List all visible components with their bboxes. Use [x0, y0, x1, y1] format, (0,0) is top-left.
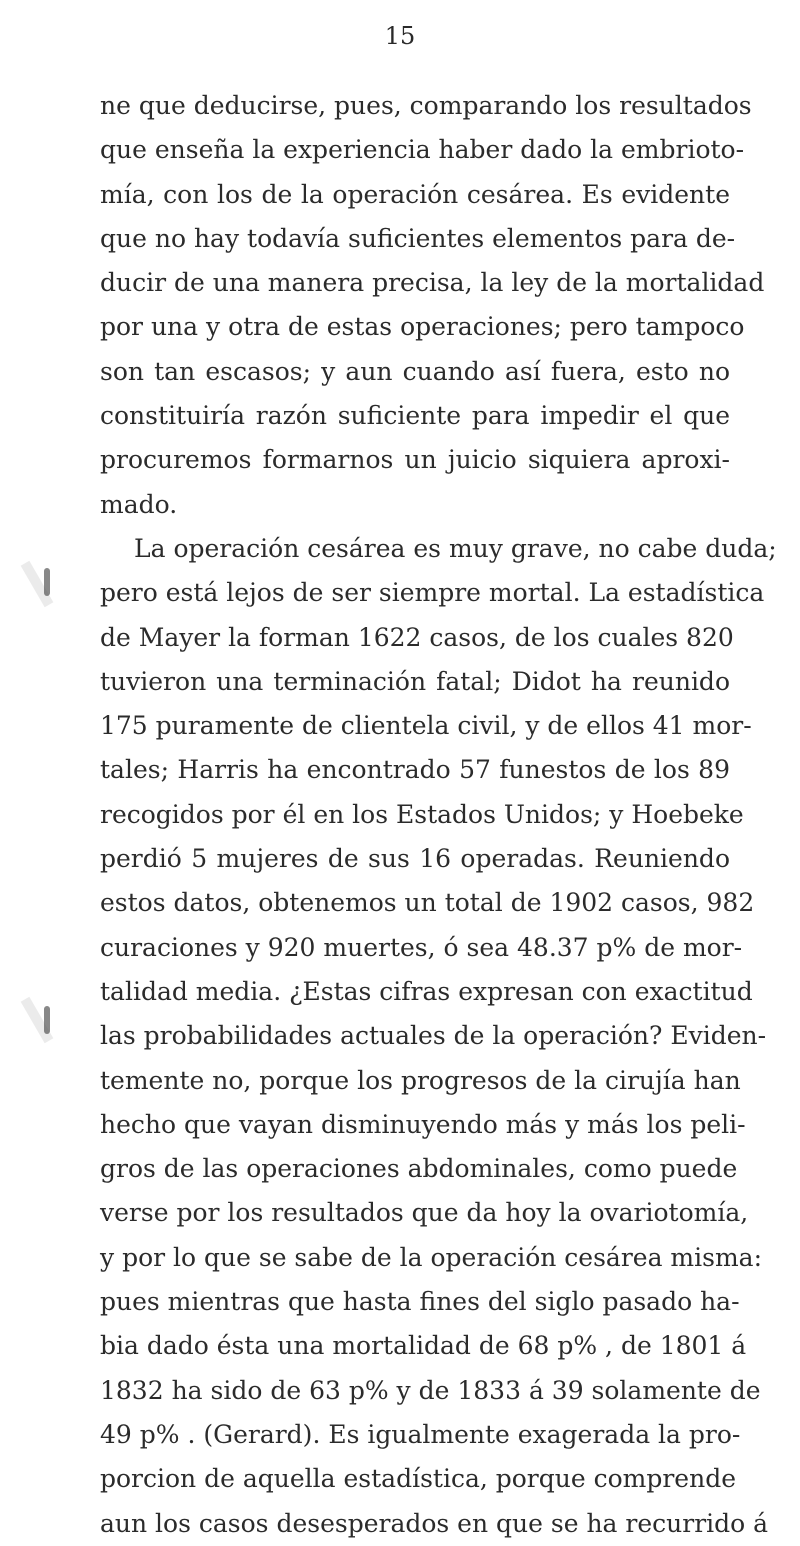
text-line: son tan escasos; y aun cuando así fuera, esto no — [100, 356, 730, 386]
text-line: que enseña la experiencia haber dado la embrioto- — [100, 135, 745, 165]
margin-mark — [44, 1006, 50, 1034]
text-line: procuremos formarnos un juicio siquiera aproxi- — [100, 445, 730, 475]
text-line: perdió 5 mujeres de sus 16 operadas. Reuniendo — [100, 844, 730, 874]
text-line: aun los casos desesperados en que se ha recurrido á — [100, 1508, 769, 1538]
text-line: mía, con los de la operación cesárea. Es evidente — [100, 179, 730, 209]
text-line: hecho que vayan disminuyendo más y más los peli- — [100, 1109, 746, 1139]
text-line: ne que deducirse, pues, comparando los resultados — [100, 91, 752, 120]
text-line: que no hay todavía suficientes elementos para de- — [100, 223, 736, 253]
text-line: curaciones y 920 muertes, ó sea 48.37 p% de mor- — [100, 932, 743, 962]
text-line: 49 p% . (Gerard). Es igualmente exagerada la pro- — [100, 1419, 741, 1449]
text-line: las probabilidades actuales de la operación? Eviden- — [100, 1021, 767, 1051]
text-line: talidad media. ¿Estas cifras expresan con exactitud — [100, 976, 753, 1006]
text-line: mado. — [100, 489, 178, 519]
text-line: temente no, porque los progresos de la cirujía han — [100, 1065, 741, 1095]
text-line: gros de las operaciones abdominales, como puede — [100, 1154, 738, 1184]
text-line: La operación cesárea es muy grave, no cabe duda; — [134, 533, 777, 563]
text-line: porcion de aquella estadística, porque comprende — [100, 1464, 736, 1494]
text-line: 175 puramente de clientela civil, y de ellos 41 mor- — [100, 711, 752, 741]
margin-mark — [44, 568, 50, 596]
text-line: constituiría razón suficiente para impedir el que — [100, 401, 730, 431]
text-line: tales; Harris ha encontrado 57 funestos de los 89 — [100, 755, 730, 785]
text-line: pues mientras que hasta fines del siglo pasado ha- — [100, 1287, 740, 1317]
text-line: 1832 ha sido de 63 p% y de 1833 á 39 solamente de — [100, 1375, 761, 1405]
text-line: de Mayer la forman 1622 casos, de los cuales 820 — [100, 622, 734, 652]
text-line: y por lo que se sabe de la operación cesárea misma: — [100, 1242, 762, 1272]
page-number: 15 — [384, 22, 416, 50]
text-line: por una y otra de estas operaciones; pero tampoco — [100, 312, 745, 342]
text-line: bia dado ésta una mortalidad de 68 p% , de 1801 á — [100, 1331, 747, 1361]
text-line: estos datos, obtenemos un total de 1902 casos, 982 — [100, 888, 755, 918]
text-line: recogidos por él en los Estados Unidos; y Hoebeke — [100, 799, 744, 829]
text-line: pero está lejos de ser siempre mortal. La estadística — [100, 578, 765, 608]
text-line: ducir de una manera precisa, la ley de la mortalidad — [100, 268, 765, 298]
text-line: tuvieron una terminación fatal; Didot ha reunido — [100, 666, 730, 696]
body-text — [100, 84, 777, 1546]
text-line: verse por los resultados que da hoy la ovariotomía, — [100, 1198, 749, 1228]
